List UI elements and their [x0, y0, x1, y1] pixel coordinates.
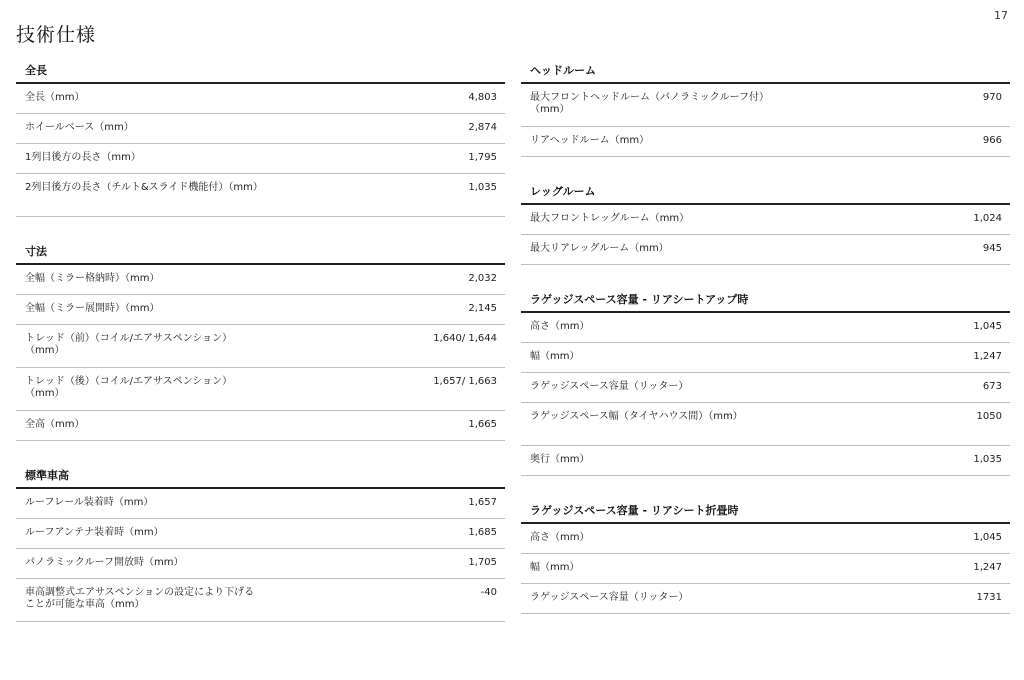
spec-value: 1,045 — [973, 532, 1002, 543]
spec-row — [16, 174, 505, 217]
section-title: ラゲッジスペース容量 - リアシートアップ時 — [521, 287, 1010, 313]
spec-row — [521, 205, 1010, 235]
section-title: ヘッドルーム — [521, 58, 1010, 84]
spec-value: 1,685 — [468, 527, 497, 538]
spec-label: ルーフアンテナ装着時（mm） — [25, 527, 164, 538]
spec-label: 2列目後方の長さ（チルト&スライド機能付）（mm） — [25, 182, 263, 193]
spec-label: 車高調整式エアサスペンションの設定により下げることが可能な車高（mm） — [25, 587, 255, 610]
spec-value: 1,665 — [468, 419, 497, 430]
spec-value: 2,874 — [468, 122, 497, 133]
spec-value: 1050 — [976, 411, 1002, 422]
spec-label: トレッド（後）（コイル/エアサスペンション）（mm） — [25, 376, 233, 399]
spec-label: トレッド（前）（コイル/エアサスペンション）（mm） — [25, 333, 233, 356]
spec-label: リアヘッドルーム（mm） — [530, 135, 650, 146]
spec-value: 4,803 — [468, 92, 497, 103]
spec-value: 1,640/ 1,644 — [433, 333, 497, 344]
spec-value: 966 — [982, 135, 1002, 146]
page-title: 技術仕様 — [16, 23, 97, 46]
spec-label: ラゲッジスペース容量（リッター） — [530, 592, 689, 603]
spec-label: ラゲッジスペース容量（リッター） — [530, 381, 689, 392]
spec-label: 全高（mm） — [25, 419, 85, 430]
spec-value: 945 — [982, 243, 1002, 254]
spec-row — [16, 325, 505, 368]
spec-label: 1列目後方の長さ（mm） — [25, 152, 141, 163]
section-title: ラゲッジスペース容量 - リアシート折畳時 — [521, 498, 1010, 524]
spec-value: 1,657 — [468, 497, 497, 508]
spec-label: 最大フロントレッグルーム（mm） — [530, 213, 690, 224]
spec-value: 1,247 — [973, 351, 1002, 362]
spec-label: 最大リアレッグルーム（mm） — [530, 243, 669, 254]
right-column — [521, 58, 1010, 636]
spec-row — [16, 368, 505, 411]
spec-label: 幅（mm） — [530, 562, 580, 573]
section-title: 標準車高 — [16, 463, 505, 489]
spec-row — [16, 265, 505, 295]
spec-value: 1731 — [976, 592, 1002, 603]
spec-label: パノラミックルーフ開放時（mm） — [25, 557, 184, 568]
spec-row — [16, 579, 505, 622]
spec-row — [521, 373, 1010, 403]
spec-row — [521, 554, 1010, 584]
spec-row — [521, 127, 1010, 157]
spec-row — [521, 313, 1010, 343]
section-title: レッグルーム — [521, 179, 1010, 205]
section-title: 全長 — [16, 58, 505, 84]
spec-label: 高さ（mm） — [530, 321, 590, 332]
spec-label: 幅（mm） — [530, 351, 580, 362]
spec-section-length — [16, 58, 505, 217]
spec-value: 1,657/ 1,663 — [433, 376, 497, 387]
page-number: 17 — [994, 9, 1008, 22]
left-column — [16, 58, 505, 644]
spec-row — [16, 84, 505, 114]
spec-value: 970 — [982, 92, 1002, 103]
spec-value: 1,024 — [973, 213, 1002, 224]
spec-label: 全長（mm） — [25, 92, 85, 103]
spec-row — [16, 489, 505, 519]
spec-section-headroom — [521, 58, 1010, 157]
spec-value: 673 — [982, 381, 1002, 392]
spec-label: ホイールベース（mm） — [25, 122, 134, 133]
section-title: 寸法 — [16, 239, 505, 265]
spec-section-standard-height — [16, 463, 505, 622]
spec-section-luggage-seats-up — [521, 287, 1010, 476]
spec-row — [16, 295, 505, 325]
spec-value: 2,032 — [468, 273, 497, 284]
spec-label: 全幅（ミラー展開時）（mm） — [25, 303, 160, 314]
spec-row — [16, 411, 505, 441]
spec-value: 1,035 — [468, 182, 497, 193]
spec-row — [521, 235, 1010, 265]
spec-row — [521, 524, 1010, 554]
spec-section-dimensions — [16, 239, 505, 441]
spec-label: 奥行（mm） — [530, 454, 590, 465]
spec-label: ルーフレール装着時（mm） — [25, 497, 154, 508]
spec-value: 2,145 — [468, 303, 497, 314]
spec-row — [16, 114, 505, 144]
spec-label: 高さ（mm） — [530, 532, 590, 543]
spec-value: 1,045 — [973, 321, 1002, 332]
spec-value: 1,705 — [468, 557, 497, 568]
spec-row — [521, 584, 1010, 614]
spec-value: 1,795 — [468, 152, 497, 163]
spec-row — [16, 519, 505, 549]
spec-label: ラゲッジスペース幅（タイヤハウス間）（mm） — [530, 411, 743, 422]
spec-section-luggage-seats-folded — [521, 498, 1010, 614]
spec-row — [521, 446, 1010, 476]
spec-section-legroom — [521, 179, 1010, 265]
spec-value: 1,035 — [973, 454, 1002, 465]
spec-row — [521, 84, 1010, 127]
spec-label: 最大フロントヘッドルーム（パノラミックルーフ付）（mm） — [530, 92, 764, 115]
spec-row — [16, 549, 505, 579]
spec-value: 1,247 — [973, 562, 1002, 573]
spec-row — [16, 144, 505, 174]
spec-label: 全幅（ミラー格納時）（mm） — [25, 273, 160, 284]
spec-value: -40 — [480, 587, 497, 598]
spec-row — [521, 343, 1010, 373]
spec-row — [521, 403, 1010, 446]
